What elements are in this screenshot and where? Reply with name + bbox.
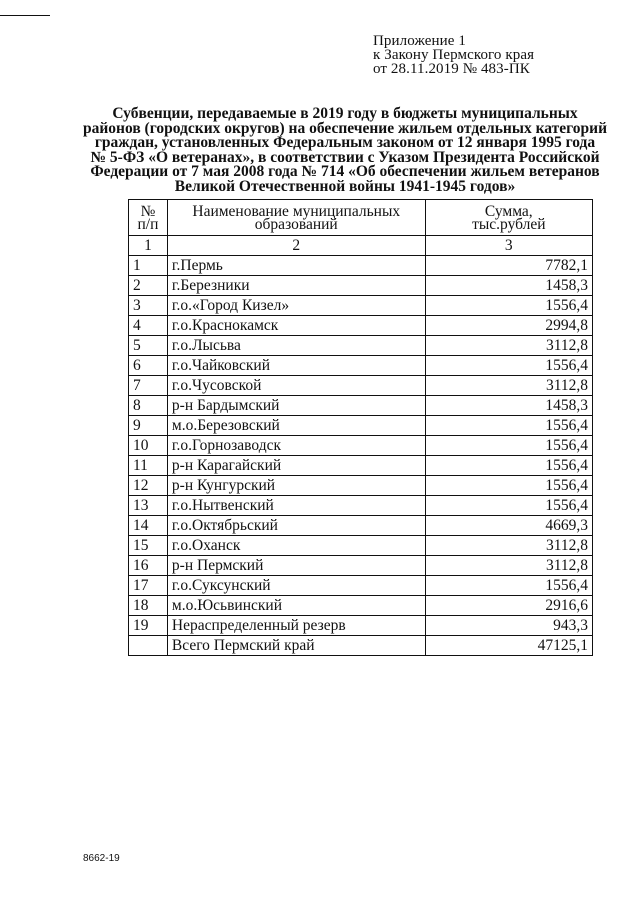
table-row [129,496,593,516]
table-row [129,456,593,476]
amount-value: 47125,1 [425,636,592,656]
row-number: 11 [129,456,168,476]
amount-value: 1556,4 [425,356,592,376]
table-row [129,296,593,316]
municipality-name: р-н Пермский [167,556,425,576]
table-row [129,436,593,456]
row-number: 4 [129,316,168,336]
amount-value: 4669,3 [425,516,592,536]
header-name-line-1: Наименование муниципальных [192,203,401,220]
table-row [129,356,593,376]
column-index: 1 [129,236,168,256]
municipality-name: г.о.Оханск [167,536,425,556]
row-number: 12 [129,476,168,496]
municipality-name: г.о.Октябрьский [167,516,425,536]
amount-value: 1556,4 [425,456,592,476]
top-rule [0,15,50,16]
municipality-name: м.о.Березовский [167,416,425,436]
amount-value: 1556,4 [425,576,592,596]
municipality-name: г.о.Краснокамск [167,316,425,336]
row-number: 16 [129,556,168,576]
amount-value: 2916,6 [425,596,592,616]
municipality-name: г.о.Горнозаводск [167,436,425,456]
amount-value: 1556,4 [425,496,592,516]
row-number: 6 [129,356,168,376]
title-line: № 5-ФЗ «О ветеранах», в соответствии с Указом Президента Российской [90,148,600,166]
municipality-name: г.Березники [167,276,425,296]
amount-value: 3112,8 [425,536,592,556]
row-number: 19 [129,616,168,636]
document-code: 8662-19 [83,853,120,864]
table-row [129,536,593,556]
row-number [129,636,168,656]
municipality-name: Нераспределенный резерв [167,616,425,636]
header-sum [425,200,592,236]
amount-value: 1556,4 [425,296,592,316]
appendix-line-2: к Закону Пермского края [373,47,535,63]
subsidies-table [128,199,593,656]
column-index: 3 [425,236,592,256]
row-number: 2 [129,276,168,296]
row-number: 14 [129,516,168,536]
appendix-note [373,34,534,76]
table-row [129,596,593,616]
amount-value: 3112,8 [425,376,592,396]
municipality-name: р-н Карагайский [167,456,425,476]
table-row [129,376,593,396]
municipality-name: г.о.«Город Кизел» [167,296,425,316]
municipality-name: р-н Бардымский [167,396,425,416]
column-index-row [129,236,593,256]
amount-value: 2994,8 [425,316,592,336]
row-number: 18 [129,596,168,616]
row-number: 10 [129,436,168,456]
municipality-name: м.о.Юсьвинский [167,596,425,616]
appendix-line-1: Приложение 1 [373,33,466,49]
amount-value: 3112,8 [425,556,592,576]
municipality-name: г.о.Суксунский [167,576,425,596]
amount-value: 943,3 [425,616,592,636]
title-line: Субвенции, передаваемые в 2019 году в бюджеты муниципальных [112,105,578,122]
row-number: 1 [129,256,168,276]
municipality-name: г.о.Чайковский [167,356,425,376]
row-number: 13 [129,496,168,516]
row-number: 8 [129,396,168,416]
table-row [129,336,593,356]
amount-value: 7782,1 [425,256,592,276]
table-row [129,396,593,416]
document-title [80,107,610,194]
title-line: Великой Отечественной войны 1941-1945 годов» [174,177,516,195]
amount-value: 1458,3 [425,396,592,416]
header-number-line-2: п/п [137,216,159,233]
municipality-name: Всего Пермский край [167,636,425,656]
municipality-name: г.о.Лысьва [167,336,425,356]
table-header-row [129,200,593,236]
table-row [129,276,593,296]
header-name-line-2: образований [254,216,338,233]
header-name [167,200,425,236]
title-line: граждан, установленных Федеральным законом от 12 января 1995 года [94,134,596,151]
title-line: районов (городских округов) на обеспечение жильем отдельных категорий [82,119,608,137]
header-number-line-1: № [140,203,156,220]
header-sum-line-1: Сумма, [484,203,533,220]
appendix-line-3: от 28.11.2019 № 483-ПК [373,61,530,77]
header-sum-line-2: тыс.рублей [472,216,546,233]
row-number: 5 [129,336,168,356]
municipality-name: р-н Кунгурский [167,476,425,496]
amount-value: 1556,4 [425,476,592,496]
row-number: 3 [129,296,168,316]
amount-value: 1458,3 [425,276,592,296]
title-line: Федерации от 7 мая 2008 года № 714 «Об обеспечении жильем ветеранов [90,163,600,180]
row-number: 15 [129,536,168,556]
table-row [129,616,593,636]
header-number [129,200,168,236]
amount-value: 1556,4 [425,416,592,436]
municipality-name: г.о.Нытвенский [167,496,425,516]
row-number: 9 [129,416,168,436]
column-index: 2 [167,236,425,256]
table-row [129,556,593,576]
table-row [129,256,593,276]
municipality-name: г.Пермь [167,256,425,276]
table-row [129,576,593,596]
table-row [129,416,593,436]
amount-value: 1556,4 [425,436,592,456]
total-row [129,636,593,656]
row-number: 7 [129,376,168,396]
table-row [129,516,593,536]
row-number: 17 [129,576,168,596]
amount-value: 3112,8 [425,336,592,356]
table-row [129,476,593,496]
municipality-name: г.о.Чусовской [167,376,425,396]
table-row [129,316,593,336]
